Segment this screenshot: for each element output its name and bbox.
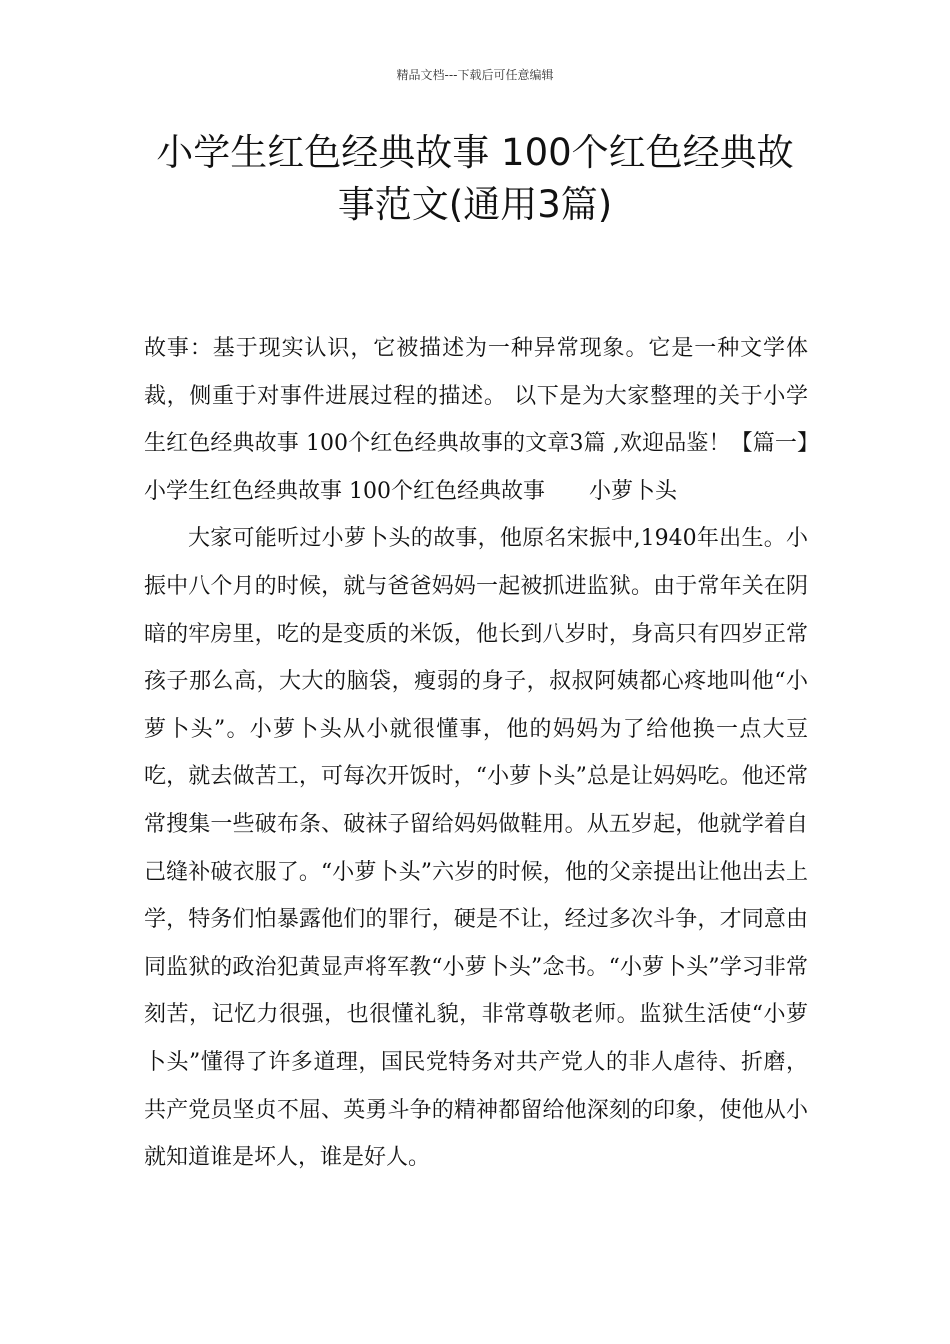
document-body (144, 325, 808, 1182)
intro-paragraph: 故事：基于现实认识，它被描述为一种异常现象。它是一种文学体裁，侧重于对事件进展过程的描述。 以下是为大家整理的关于小学生红色经典故事 100个红色经典故事的文章3篇 ,欢迎品鉴！【篇一】小学生红色经典故事 100个红色经典故事 小萝卜头 (144, 336, 808, 504)
document-title-line-2: 事范文(通用3篇) (337, 183, 613, 226)
header-note: 精品文档---下载后可任意编辑 (396, 68, 554, 82)
document-title (140, 127, 810, 231)
document-title-line-1: 小学生红色经典故事 100个红色经典故 (156, 131, 794, 174)
story-paragraph: 大家可能听过小萝卜头的故事，他原名宋振中,1940年出生。小振中八个月的时候，就与爸爸妈妈一起被抓进监狱。由于常年关在阴暗的牢房里，吃的是变质的米饭，他长到八岁时，身高只有四岁正常孩子那么高，大大的脑袋，瘦弱的身子，叔叔阿姨都心疼地叫他“小萝卜头”。小萝卜头从小就很懂事，他的妈妈为了给他换一点大豆吃，就去做苦工，可每次开饭时，“小萝卜头”总是让妈妈吃。他还常常搜集一些破布条、破袜子留给妈妈做鞋用。从五岁起，他就学着自己缝补破衣服了。“小萝卜头”六岁的时候，他的父亲提出让他出去上学，特务们怕暴露他们的罪行，硬是不让，经过多次斗争，才同意由同监狱的政治犯黄显声将军教“小萝卜头”念书。“小萝卜头”学习非常刻苦，记忆力很强，也很懂礼貌，非常尊敬老师。监狱生活使“小萝卜头”懂得了许多道理，国民党特务对共产党人的非人虐待、折磨，共产党员坚贞不屈、英勇斗争的精神都留给他深刻的印象，使他从小就知道谁是坏人，谁是好人。 (144, 526, 808, 1171)
